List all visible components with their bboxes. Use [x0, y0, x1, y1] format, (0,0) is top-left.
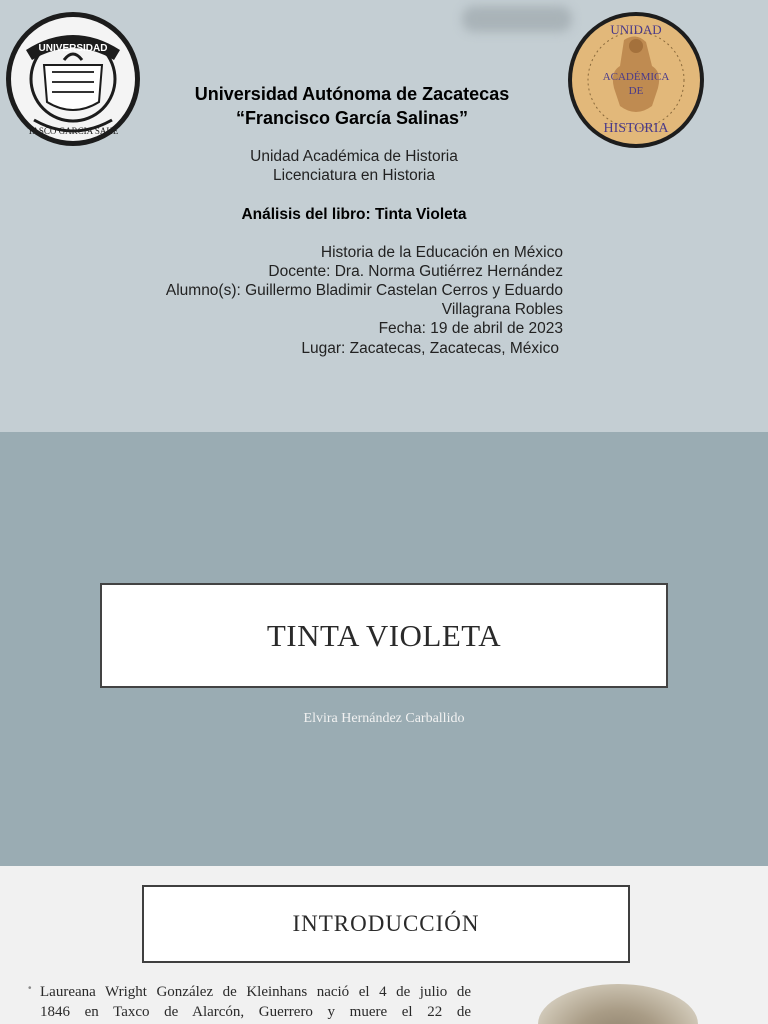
analysis-title: Análisis del libro: Tinta Violeta — [241, 206, 467, 223]
svg-text:HISTORIA: HISTORIA — [603, 121, 669, 136]
paragraph-line: Laureana Wright González de Kleinhans nació el 4 de julio de — [40, 984, 471, 1000]
university-title: Universidad Autónoma de Zacatecas — [194, 84, 510, 104]
teacher-name: Docente: Dra. Norma Gutiérrez Hernández — [268, 263, 563, 280]
book-author: Elvira Hernández Carballido — [303, 711, 465, 726]
introduction-paragraph — [40, 982, 471, 1022]
title-box — [100, 583, 668, 688]
book-title: TINTA VIOLETA — [266, 617, 502, 653]
svg-text:UNIVERSIDAD: UNIVERSIDAD — [38, 43, 108, 54]
students-line-1: Alumno(s): Guillermo Bladimir Castelan Cerros y Eduardo — [165, 282, 563, 299]
bullet-icon: • — [28, 983, 32, 994]
paragraph-line: 1846 en Taxco de Alarcón, Guerrero y muere el 22 de — [40, 1004, 471, 1020]
svg-text:DE: DE — [628, 85, 644, 97]
place-line: Lugar: Zacatecas, Zacatecas, México — [301, 340, 559, 357]
degree-program: Licenciatura en Historia — [273, 167, 435, 184]
introduction-slide — [0, 866, 768, 1024]
portrait-image — [538, 984, 698, 1024]
svg-text:TASCO GARCIA SAHE: TASCO GARCIA SAHE — [27, 126, 119, 136]
university-subtitle: “Francisco García Salinas” — [235, 108, 469, 128]
date-line: Fecha: 19 de abril de 2023 — [378, 320, 563, 337]
svg-text:UNIDAD: UNIDAD — [610, 22, 662, 37]
book-title-slide — [0, 432, 768, 866]
cover-slide — [0, 0, 768, 432]
course-name: Historia de la Educación en México — [320, 244, 563, 261]
history-unit-seal-logo — [566, 10, 706, 150]
students-line-2: Villagrana Robles — [441, 301, 563, 318]
introduction-heading: INTRODUCCIÓN — [292, 911, 480, 936]
introduction-heading-box — [142, 885, 630, 963]
blurred-area — [462, 6, 572, 32]
svg-text:ACADÉMICA: ACADÉMICA — [602, 71, 670, 83]
academic-unit: Unidad Académica de Historia — [250, 148, 458, 165]
